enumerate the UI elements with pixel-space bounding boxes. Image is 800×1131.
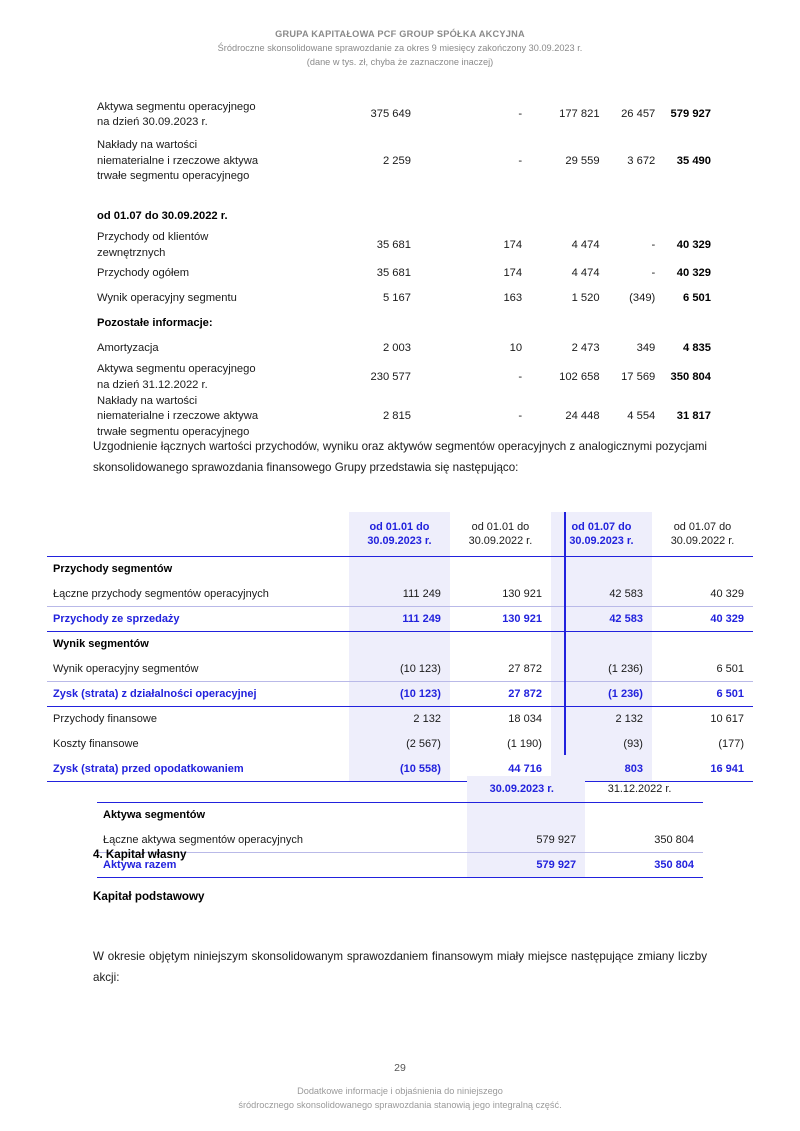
segment-row-label: Nakłady na wartości niematerialne i rzeczowe aktywa trwałe segmentu operacyjnego [97,139,259,182]
segment-row-value-1: 5 167 [382,292,411,305]
reconciliation-row [47,632,753,657]
segment-row-value-3 [522,205,599,230]
reconciliation-row-value-4: (177) [718,738,744,750]
segment-row-value-1 [322,312,411,337]
segment-table-row [97,394,711,441]
segment-row-value-3 [522,312,599,337]
assets-header-blank [97,776,467,803]
segment-row-label: Nakłady na wartości niematerialne i rzeczowe aktywa trwałe segmentu operacyjnego [97,394,259,438]
assets-row-label: Aktywa razem [97,853,467,878]
segment-row-label: Przychody od klientów zewnętrznych [97,231,209,259]
reconciliation-row-value-3: 803 [551,757,652,782]
segment-row-value-2: - [518,154,523,167]
segment-row-value-4: 3 672 [627,154,656,167]
assets-row-value-2: 350 804 [585,828,703,853]
reconciliation-row-label: Przychody segmentów [47,557,349,582]
segment-row-value-1: 375 649 [370,108,411,121]
reconciliation-row-value-4: 10 617 [652,707,753,732]
segment-row-value-2: - [518,108,523,121]
segment-row-label: Wynik operacyjny segmentu [97,292,237,305]
segment-table-row [97,138,711,185]
segment-spacer-row [97,185,711,205]
page-number: 29 [394,1062,406,1074]
segment-row-value-4: 4 554 [627,410,656,422]
segment-row-value-4: (349) [629,292,656,305]
reconciliation-row-value-1: 111 249 [349,607,450,632]
reconciliation-row-label: Przychody finansowe [47,707,349,732]
segment-row-value-3: 29 559 [565,154,600,167]
reconciliation-header-period-1: od 01.01 do 30.09.2023 r. [349,512,450,557]
assets-header-row [97,776,703,803]
reconciliation-row-value-2: 44 716 [450,757,551,782]
segment-table-row [97,287,711,312]
reconciliation-row-value-1: 2 132 [349,707,450,732]
assets-row-label: Łączne aktywa segmentów operacyjnych [97,828,467,853]
segment-row-value-1: 2 003 [382,342,411,355]
reconciliation-row-value-1: (10 123) [349,657,450,682]
segment-row-value-5: 40 329 [676,238,711,251]
header-company-name: GRUPA KAPITAŁOWA PCF GROUP SPÓŁKA AKCYJNA [275,29,525,39]
segment-row-value-5: 4 835 [683,342,711,355]
segment-row-value-4: - [651,267,656,280]
footer-note-line-1: Dodatkowe informacje i objaśnienia do niniejszego [297,1086,503,1096]
reconciliation-header-row [47,512,753,557]
footer-note [0,1084,800,1112]
header-units-note: (dane w tys. zł, chyba że zaznaczone inaczej) [306,57,494,67]
reconciliation-header-period-4: od 01.07 do 30.09.2022 r. [670,521,735,547]
segment-row-value-4: 349 [636,342,656,355]
segment-row-value-5: 35 490 [676,154,711,167]
segment-row-value-5: 40 329 [676,267,711,280]
reconciliation-row-value-4 [652,632,753,657]
segment-row-value-5: 350 804 [670,370,711,383]
segment-row-value-5: 6 501 [683,292,711,305]
reconciliation-row-value-3 [551,557,652,582]
reconciliation-row [47,657,753,682]
assets-row-value-2: 350 804 [585,853,703,878]
segment-table-row [97,230,711,262]
reconciliation-row-value-4: 40 329 [652,607,753,632]
reconciliation-row-value-1 [349,557,450,582]
reconciliation-table [47,512,753,782]
segment-row-value-1: 230 577 [370,370,411,383]
reconciliation-row-label: Zysk (strata) przed opodatkowaniem [47,757,349,782]
segment-row-value-2: - [518,410,523,422]
reconciliation-row-value-2: (1 190) [507,738,542,750]
segment-table-row [97,337,711,362]
segment-row-value-3: 102 658 [559,370,600,383]
reconciliation-row-value-3: (1 236) [551,682,652,707]
reconciliation-row-value-1 [349,632,450,657]
segment-row-value-3: 177 821 [559,108,600,121]
section-4-title: 4. Kapitał własny [93,848,187,861]
segment-row-label: Pozostałe informacje: [97,317,213,330]
assets-header-date-1: 30.09.2023 r. [467,776,585,803]
reconciliation-row-value-4: 40 329 [652,582,753,607]
segment-row-value-3: 4 474 [571,267,600,280]
segment-row-value-5 [655,312,711,337]
segment-row-value-1: 2 259 [382,154,411,167]
segment-row-value-2 [411,205,522,230]
segment-detail-table [97,92,711,440]
assets-row [97,828,703,853]
reconciliation-row [47,607,753,632]
reconciliation-row-value-3: (1 236) [551,657,652,682]
segment-table-row [97,312,711,337]
segment-row-value-5: 31 817 [676,410,711,422]
segment-row-value-4: - [651,238,656,251]
assets-row [97,803,703,828]
reconciliation-row [47,582,753,607]
assets-header-date-2: 31.12.2022 r. [607,783,672,795]
segment-row-value-4: 26 457 [621,108,656,121]
reconciliation-row-label: Łączne przychody segmentów operacyjnych [47,582,349,607]
reconciliation-row [47,732,753,757]
segment-row-value-2: 174 [503,238,523,251]
section-4-paragraph: W okresie objętym niniejszym skonsolidowanym sprawozdaniem finansowym miały miejsce następujące zmiany liczby akcji: [93,950,707,984]
reconciliation-row [47,682,753,707]
reconciliation-intro-paragraph: Uzgodnienie łącznych wartości przychodów, wyniku oraz aktywów segmentów operacyjnych z analogicznymi pozycjami skonsolidowanego sprawozdania finansowego Grupy przedstawia się następująco: [93,440,707,474]
reconciliation-row-label: Wynik operacyjny segmentów [47,657,349,682]
segment-row-label: Amortyzacja [97,342,159,355]
segment-row-value-3: 24 448 [565,410,600,422]
assets-row-value-2 [585,803,703,828]
segment-row-value-4 [600,205,656,230]
segment-row-value-2: 10 [509,342,523,355]
reconciliation-row-value-4 [652,557,753,582]
reconciliation-row-label: Koszty finansowe [53,738,139,750]
segment-row-value-1: 2 815 [382,410,411,422]
reconciliation-row-label: Przychody ze sprzedaży [47,607,349,632]
footer-note-line-2: śródrocznego skonsolidowanego sprawozdania stanowią jego integralną część. [238,1100,562,1110]
reconciliation-column-divider [564,512,566,755]
segment-row-value-2: 163 [503,292,523,305]
segment-row-value-3: 4 474 [571,238,600,251]
reconciliation-row [47,557,753,582]
segment-table-row [97,362,711,394]
reconciliation-row-value-3: 2 132 [551,707,652,732]
segment-row-value-2: 174 [503,267,523,280]
document-header [0,27,800,69]
segment-row-value-3: 1 520 [571,292,600,305]
reconciliation-row-value-2 [450,557,551,582]
reconciliation-row-label: Zysk (strata) z działalności operacyjnej [47,682,349,707]
assets-row-value-1 [467,803,585,828]
segment-row-value-1 [322,205,411,230]
segment-spacer-cell [97,185,711,205]
segment-row-label: Przychody ogółem [97,267,190,280]
reconciliation-row-value-3: 42 583 [551,607,652,632]
reconciliation-row-value-1: 111 249 [349,582,450,607]
segment-table-row [97,205,711,230]
reconciliation-row-value-2: 130 921 [450,607,551,632]
segment-table-row [97,262,711,287]
segment-detail-body [97,92,711,440]
segment-row-value-4 [600,312,656,337]
header-subtitle: Śródroczne skonsolidowane sprawozdanie za okres 9 miesięcy zakończony 30.09.2023 r. [217,43,583,53]
reconciliation-row-value-4: 6 501 [652,657,753,682]
segment-row-value-2: - [518,370,523,383]
reconciliation-body [47,512,753,782]
segment-row-value-3: 2 473 [571,342,600,355]
assets-body [97,776,703,878]
reconciliation-row-value-2: 27 872 [450,657,551,682]
segment-row-value-2 [411,312,522,337]
reconciliation-header-period-2: od 01.01 do 30.09.2022 r. [468,521,533,547]
segment-row-value-1: 35 681 [376,267,411,280]
segment-table-row [97,92,711,138]
segment-row-value-1: 35 681 [376,238,411,251]
assets-row-value-1: 579 927 [467,853,585,878]
reconciliation-row-value-2: 27 872 [450,682,551,707]
segment-row-label: Aktywa segmentu operacyjnego na dzień 30.09.2023 r. [97,100,256,128]
section-4-subtitle: Kapitał podstawowy [93,890,205,903]
segment-row-label: od 01.07 do 30.09.2022 r. [97,210,228,223]
reconciliation-row-value-3 [551,632,652,657]
reconciliation-row [47,707,753,732]
assets-row-label: Aktywa segmentów [97,803,467,828]
assets-table [97,776,703,878]
reconciliation-header-blank [47,512,349,557]
segment-row-value-5: 579 927 [670,108,711,121]
assets-row [97,853,703,878]
reconciliation-row-value-1: (10 558) [349,757,450,782]
assets-row-value-1: 579 927 [467,828,585,853]
reconciliation-header-period-3: od 01.07 do 30.09.2023 r. [551,512,652,557]
reconciliation-row-value-2 [450,632,551,657]
reconciliation-row-value-4: 6 501 [652,682,753,707]
reconciliation-row-value-3: 42 583 [551,582,652,607]
segment-row-value-5 [655,205,711,230]
reconciliation-row-value-2: 18 034 [450,707,551,732]
reconciliation-row-value-2: 130 921 [450,582,551,607]
reconciliation-row-value-1: (10 123) [349,682,450,707]
reconciliation-row-value-4: 16 941 [652,757,753,782]
segment-row-value-4: 17 569 [621,370,656,383]
segment-row-label: Aktywa segmentu operacyjnego na dzień 31.12.2022 r. [97,363,256,391]
reconciliation-row-value-1: (2 567) [349,732,450,757]
reconciliation-row-value-3: (93) [551,732,652,757]
reconciliation-row-label: Wynik segmentów [47,632,349,657]
